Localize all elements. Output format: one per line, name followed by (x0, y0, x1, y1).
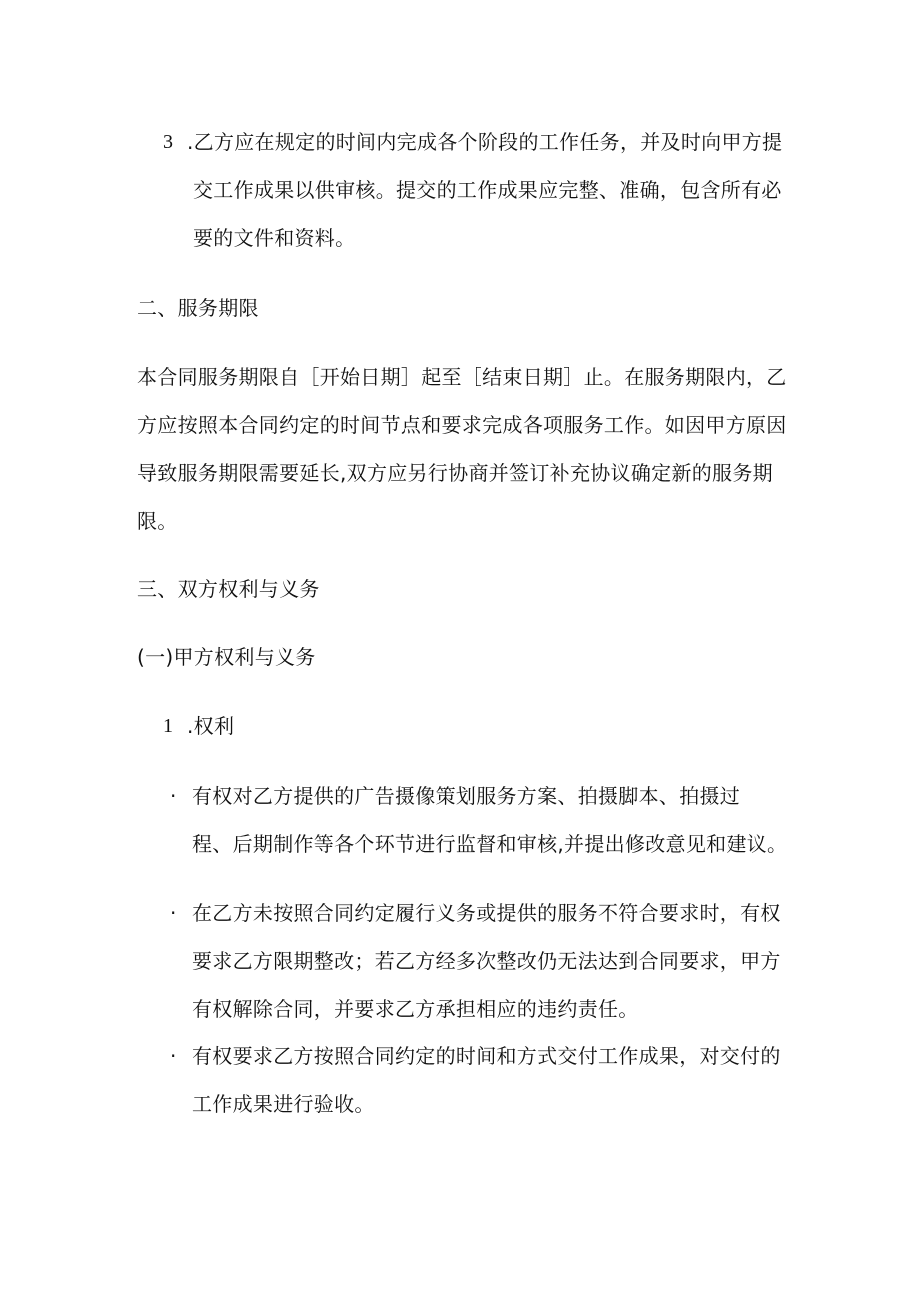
paragraph-line: 有权对乙方提供的广告摄像策划服务方案、拍摄脚本、拍摄过 (192, 784, 741, 808)
paragraph-line: 在乙方未按照合同约定履行义务或提供的服务不符合要求时，有权 (192, 901, 781, 925)
bullet-item (192, 889, 781, 1033)
bullet-item (192, 772, 787, 868)
subsection-heading: (一)甲方权利与义务 (137, 645, 316, 669)
paragraph-line: 交工作成果以供审核。提交的工作成果应完整、准确，包含所有必 (193, 178, 782, 202)
item-number: 1 (163, 715, 173, 737)
bullet-icon: · (170, 1044, 177, 1068)
item-number: 3 (163, 131, 173, 153)
paragraph-line: .乙方应在规定的时间内完成各个阶段的工作任务，并及时向甲方提 (187, 130, 783, 154)
service-term-paragraph (137, 353, 787, 545)
paragraph-line: 有权解除合同，并要求乙方承担相应的违约责任。 (192, 997, 639, 1021)
paragraph-line: 限。 (137, 509, 178, 533)
item-3-paragraph (187, 118, 782, 262)
paragraph-line: 工作成果进行验收。 (192, 1092, 375, 1116)
bullet-item (192, 1032, 781, 1128)
section-heading: 二、服务期限 (137, 296, 259, 320)
bullet-icon: · (170, 784, 177, 808)
paragraph-line: 有权要求乙方按照合同约定的时间和方式交付工作成果，对交付的 (192, 1044, 781, 1068)
section-heading: 三、双方权利与义务 (137, 577, 320, 601)
paragraph-line: 要的文件和资料。 (193, 226, 356, 250)
paragraph-line: 方应按照本合同约定的时间节点和要求完成各项服务工作。如因甲方原因 (137, 413, 787, 437)
item-label: .权利 (187, 714, 235, 738)
paragraph-line: 本合同服务期限自［开始日期］起至［结束日期］止。在服务期限内，乙 (137, 365, 787, 389)
paragraph-line: 导致服务期限需要延长,双方应另行协商并签订补充协议确定新的服务期 (137, 461, 773, 485)
paragraph-line: 程、后期制作等各个环节进行监督和审核,并提出修改意见和建议。 (192, 832, 788, 856)
paragraph-line: 要求乙方限期整改；若乙方经多次整改仍无法达到合同要求，甲方 (192, 949, 781, 973)
bullet-icon: · (170, 901, 177, 925)
